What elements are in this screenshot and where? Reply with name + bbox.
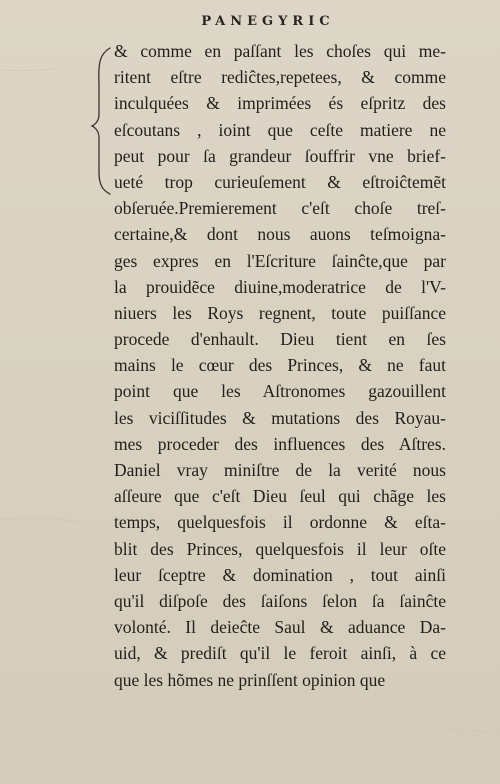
text-line: point que les Aſtronomes gazouillent: [114, 381, 446, 402]
running-title: PANEGYRIC: [201, 14, 335, 29]
text-line: blit des Princes, quelquesfois il leur oſte: [114, 538, 446, 559]
text-line: ges expres en l'Eſcriture ſainĉte,que par: [114, 250, 446, 271]
margin-bracket-mark: [86, 44, 114, 196]
text-line: certaine,& dont nous auons teſmoigna-: [114, 224, 446, 245]
text-line: Daniel vray miniſtre de la verité nous: [114, 460, 446, 480]
text-line: mes proceder des influences des Aſtres.: [114, 433, 446, 454]
text-line: temps, quelquesfois il ordonne & eſta-: [114, 512, 446, 533]
body-text: [114, 38, 446, 693]
text-line: mains le cœur des Princes, & ne faut: [114, 355, 446, 376]
text-line: volonté. Il deieĉte Saul & aduance Da-: [114, 617, 446, 638]
text-line: ueté trop curieuſement & eſtroiĉtemẽt: [114, 171, 446, 192]
text-line: obſeruée.Premierement c'eſt choſe treſ-: [114, 198, 446, 219]
text-line: procede d'enhault. Dieu tient en ſes: [114, 329, 446, 350]
text-line: aſſeure que c'eſt Dieu ſeul qui chãge les: [114, 486, 446, 507]
text-line: uid, & prediſt qu'il le feroit ainſi, à ce: [114, 643, 446, 664]
text-line: leur ſceptre & domination , tout ainſi: [114, 564, 446, 585]
text-line: eſcoutans , ioint que ceſte matiere ne: [114, 119, 446, 140]
text-line: peut pour ſa grandeur ſouffrir vne brief-: [114, 145, 446, 166]
text-line: que les hõmes ne prinſſent opinion que: [114, 669, 386, 690]
text-line: ritent eſtre rediĉtes,repetees, & comme: [114, 67, 446, 88]
text-line: qu'il diſpoſe des ſaiſons ſelon ſa ſainĉte: [114, 590, 446, 611]
text-line: la prouidẽce diuine,moderatrice de l'V-: [114, 276, 446, 297]
text-line: & comme en paſſant les choſes qui me-: [114, 41, 446, 61]
text-line: les viciſſitudes & mutations des Royau-: [114, 407, 446, 428]
text-line: inculquées & imprimées és eſpritz des: [114, 93, 446, 114]
text-line: niuers les Roys regnent, toute puiſſance: [114, 302, 446, 323]
